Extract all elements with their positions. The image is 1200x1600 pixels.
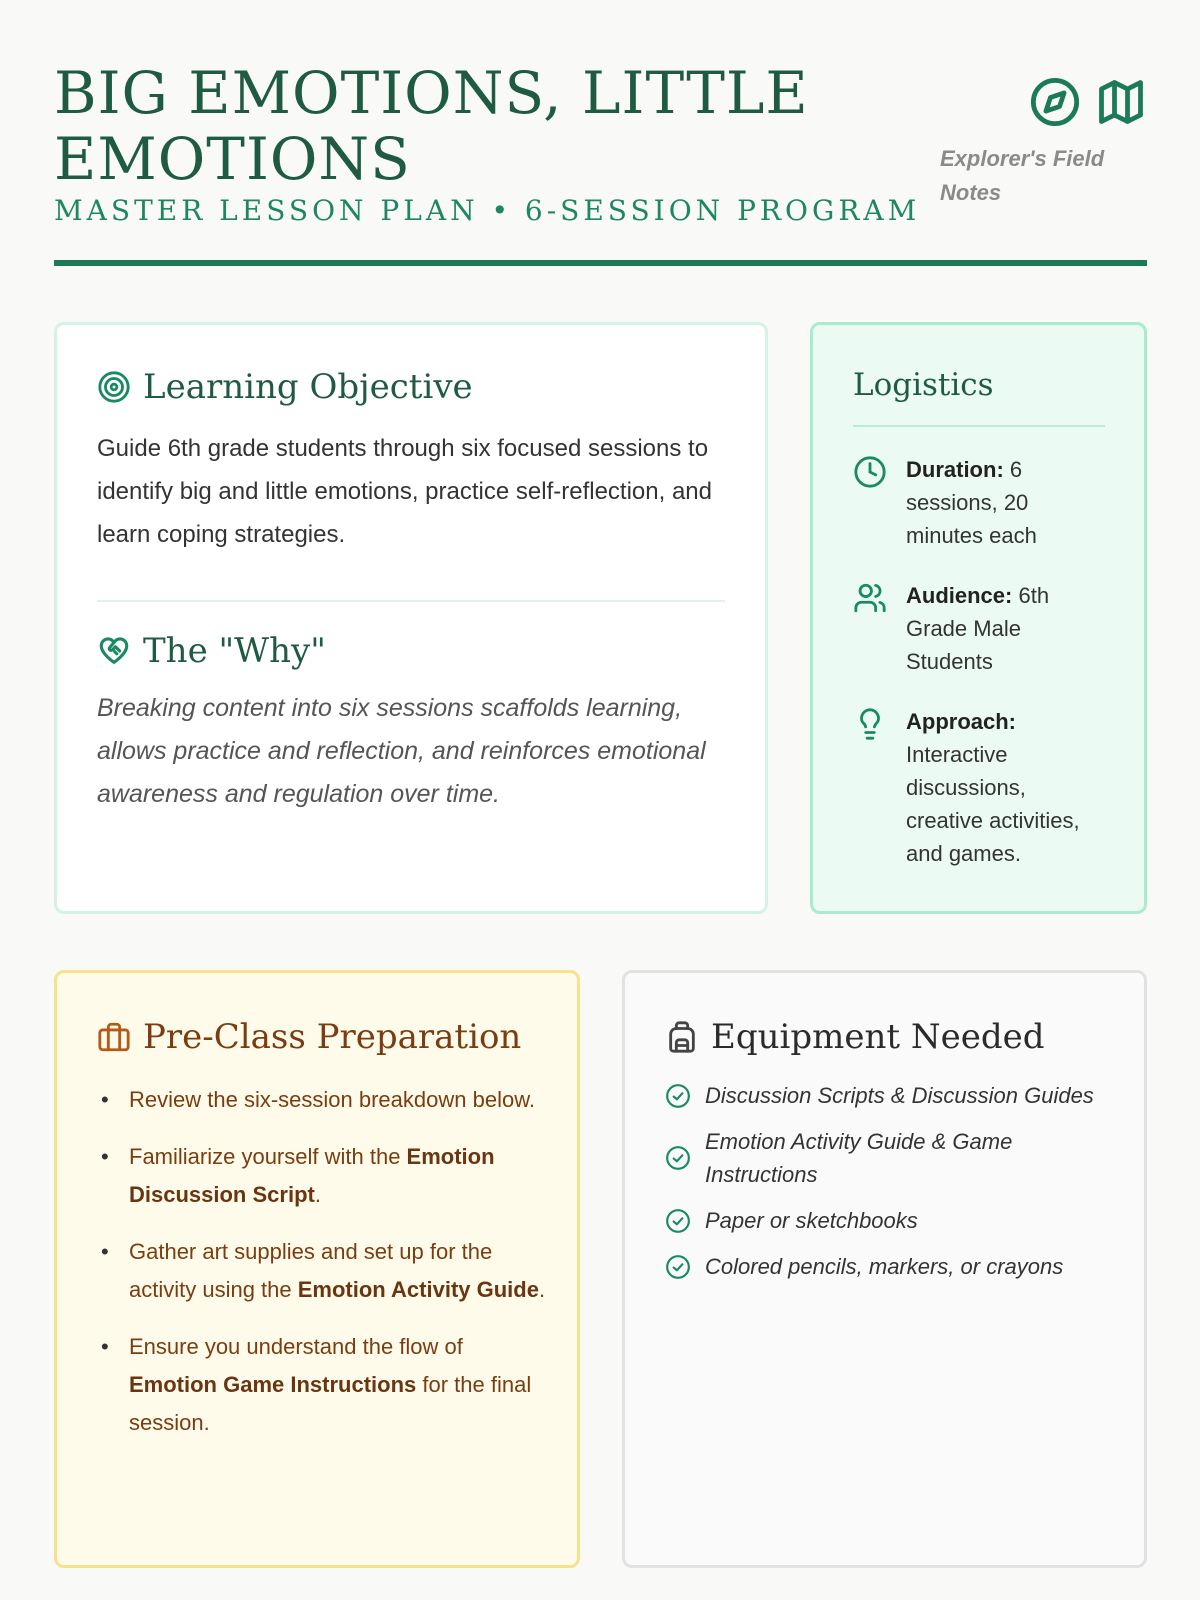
prep-list-item	[97, 1233, 547, 1309]
logistics-item-value: 6 sessions, 20 minutes each	[906, 457, 1037, 548]
equipment-item-text: Emotion Activity Guide & Game Instructions	[705, 1129, 1013, 1187]
prep-list-item	[97, 1138, 547, 1214]
objective-text: Guide 6th grade students through six focused sessions to identify big and little emotions, practice self-reflection, and learn coping strategies.	[97, 435, 712, 548]
why-heading-label: The "Why"	[143, 631, 326, 671]
logistics-item-audience	[853, 579, 1113, 678]
prep-heading	[97, 1017, 521, 1057]
prep-item-text: Familiarize yourself with the	[129, 1144, 407, 1169]
equipment-item	[665, 1250, 1115, 1283]
logistics-item-duration	[853, 453, 1113, 552]
logistics-item-value: Interactive discussions, creative activities, and games.	[906, 742, 1080, 866]
prep-list-item	[97, 1328, 547, 1442]
equipment-heading	[665, 1017, 1045, 1057]
prep-list	[97, 1081, 547, 1461]
equipment-item	[665, 1125, 1115, 1191]
logistics-item-label: Audience:	[906, 583, 1013, 608]
page-title: BIG EMOTIONS, LITTLE EMOTIONS	[54, 59, 809, 193]
why-heading	[97, 631, 326, 671]
logistics-item-label: Approach:	[906, 709, 1016, 734]
page-header	[54, 60, 1147, 268]
page-subtitle: MASTER LESSON PLAN • 6-SESSION PROGRAM	[54, 194, 921, 227]
equipment-item	[665, 1204, 1115, 1237]
logistics-divider	[853, 425, 1105, 427]
prep-list-item	[97, 1081, 547, 1119]
check-circle-icon	[665, 1145, 691, 1171]
equipment-item-text: Paper or sketchbooks	[705, 1208, 918, 1233]
check-circle-icon	[665, 1083, 691, 1109]
objective-heading-label: Learning Objective	[143, 367, 473, 407]
prep-item-emphasis: Emotion Game Instructions	[129, 1372, 417, 1397]
logistics-item-value: 6th Grade Male Students	[906, 583, 1050, 674]
field-notes-caption: Explorer's Field Notes	[940, 146, 1105, 205]
target-icon	[97, 370, 131, 404]
clock-icon	[853, 455, 887, 489]
logistics-card	[810, 322, 1147, 914]
logistics-item-text	[906, 453, 1106, 552]
check-circle-icon	[665, 1254, 691, 1280]
why-text: Breaking content into six sessions scaffolds learning, allows practice and reflection, and reinforces emotional awareness and regulation over time.	[97, 694, 706, 808]
prep-item-text-end: .	[314, 1182, 321, 1207]
prep-item-text: Gather art supplies and set up for the activity using the	[129, 1239, 493, 1302]
users-icon	[853, 581, 887, 615]
equipment-item	[665, 1079, 1115, 1112]
equipment-item-text: Discussion Scripts & Discussion Guides	[705, 1083, 1094, 1108]
objective-card	[54, 322, 768, 914]
heart-handshake-icon	[97, 634, 131, 668]
prep-item-emphasis: Emotion Activity Guide	[297, 1277, 539, 1302]
logistics-item-approach	[853, 705, 1113, 870]
equipment-heading-label: Equipment Needed	[711, 1017, 1045, 1057]
check-circle-icon	[665, 1208, 691, 1234]
compass-icon	[1029, 76, 1081, 128]
logistics-item-text	[906, 579, 1106, 678]
logistics-item-label: Duration:	[906, 457, 1004, 482]
prep-item-text-end: .	[538, 1277, 546, 1302]
prep-heading-label: Pre-Class Preparation	[143, 1017, 522, 1057]
equipment-card	[622, 970, 1147, 1568]
logistics-heading: Logistics	[853, 367, 994, 403]
prep-item-text-end: for the final session.	[129, 1372, 532, 1435]
briefcase-icon	[97, 1020, 131, 1054]
header-divider	[54, 260, 1147, 266]
prep-card	[54, 970, 580, 1568]
prep-item-text: Review the six-session breakdown below.	[129, 1087, 535, 1112]
prep-item-text: Ensure you understand the flow of	[129, 1334, 463, 1359]
backpack-icon	[665, 1020, 699, 1054]
objective-heading	[97, 367, 473, 407]
map-icon	[1095, 76, 1147, 128]
lightbulb-icon	[853, 707, 887, 741]
equipment-list	[665, 1079, 1115, 1296]
equipment-item-text: Colored pencils, markers, or crayons	[705, 1254, 1064, 1279]
prep-item-emphasis: Emotion Discussion Script	[129, 1144, 495, 1207]
header-icons	[1029, 76, 1147, 128]
objective-divider	[97, 600, 725, 602]
logistics-item-text	[906, 705, 1106, 870]
